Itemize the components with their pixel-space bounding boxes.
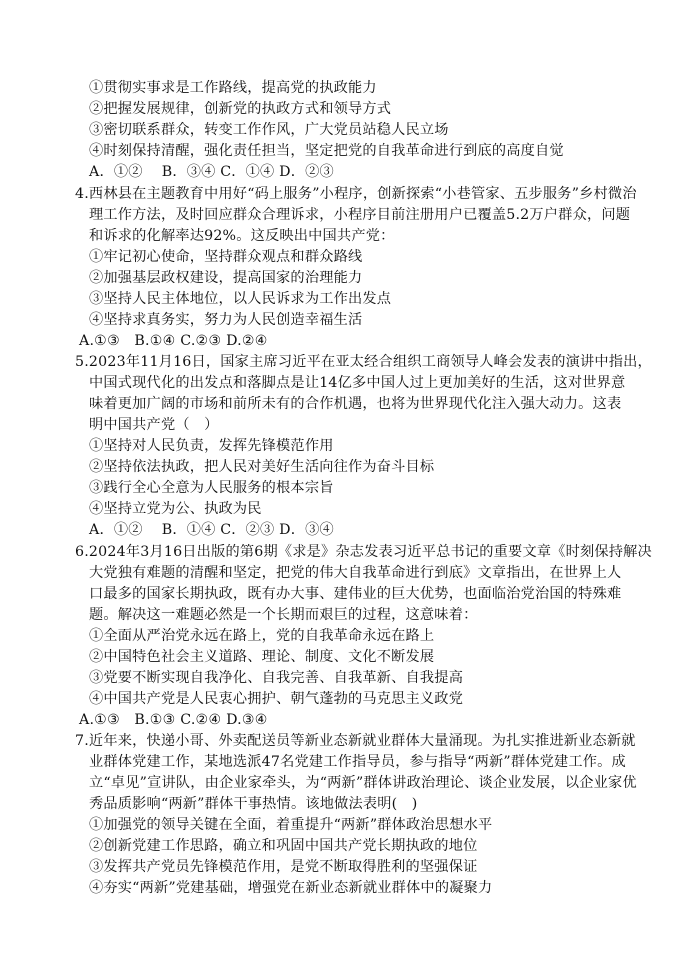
- prev-answer-choices: A．①② B．③④ C．①④ D．②③: [89, 164, 334, 180]
- q4-option-1: ①牢记初心使命，坚持群众观点和群众路线: [89, 249, 363, 265]
- q6-stem-line-4: 题。解决这一难题必然是一个长期而艰巨的过程，这意味着：: [89, 607, 478, 623]
- q5-stem-line-2: 中国式现代化的出发点和落脚点是让14亿多中国人过上更加美好的生活，这对世界意: [89, 375, 626, 391]
- q6-option-2: ②中国特色社会主义道路、理论、制度、文化不断发展: [89, 649, 435, 665]
- prev-option-1: ①贯彻实事求是工作路线，提高党的执政能力: [89, 80, 377, 96]
- q4-option-2: ②加强基层政权建设，提高国家的治理能力: [89, 270, 363, 286]
- q4-stem-line-1: 4.西林县在主题教育中用好“码上服务”小程序，创新探索“小巷管家、五步服务”乡村微治: [75, 186, 637, 202]
- q7-stem-line-4: 秀品质影响“两新”群体干事热情。该地做法表明( ): [89, 796, 418, 812]
- q4-answer-choices: A.①③ B.①④ C.②③ D.②④: [79, 333, 268, 349]
- q7-option-2: ②创新党建工作思路，确立和巩固中国共产党长期执政的地位: [89, 838, 478, 854]
- q7-stem-line-3: 立“卓见”宣讲队，由企业家牵头，为“两新”群体讲政治理论、谈企业发展，以企业家优: [89, 775, 637, 791]
- q5-option-3: ③践行全心全意为人民服务的根本宗旨: [89, 480, 334, 496]
- q5-stem-line-3: 味着更加广阔的市场和前所未有的合作机遇，也将为世界现代化注入强大动力。这表: [89, 396, 622, 412]
- q4-option-3: ③坚持人民主体地位，以人民诉求为工作出发点: [89, 291, 392, 307]
- q7-stem-line-2: 业群体党建工作，某地选派47名党建工作指导员，参与指导“两新”群体党建工作。成: [89, 754, 626, 770]
- q7-option-1: ①加强党的领导关键在全面，着重提升“两新”群体政治思想水平: [89, 817, 493, 833]
- q7-option-4: ④夯实“两新”党建基础，增强党在新业态新就业群体中的凝聚力: [89, 880, 493, 896]
- q6-option-1: ①全面从严治党永远在路上，党的自我革命永远在路上: [89, 628, 435, 644]
- q5-stem-line-4: 明中国共产党（ ）: [89, 417, 219, 433]
- q6-option-4: ④中国共产党是人民衷心拥护、朝气蓬勃的马克思主义政党: [89, 691, 464, 707]
- prev-option-3: ③密切联系群众，转变工作作风，广大党员站稳人民立场: [89, 122, 449, 138]
- q5-option-1: ①坚持对人民负责，发挥先锋模范作用: [89, 438, 334, 454]
- q6-stem-line-3: 口最多的国家长期执政，既有办大事、建伟业的巨大优势，也面临治党治国的特殊难: [89, 586, 622, 602]
- q5-option-2: ②坚持依法执政，把人民对美好生活向往作为奋斗目标: [89, 459, 435, 475]
- q6-stem-line-1: 6.2024年3月16日出版的第6期《求是》杂志发表习近平总书记的重要文章《时刻保持解决: [75, 544, 652, 560]
- q6-stem-line-2: 大党独有难题的清醒和坚定，把党的伟大自我革命进行到底》文章指出，在世界上人: [89, 565, 622, 581]
- q5-stem-line-1: 5.2023年11月16日，国家主席习近平在亚太经合组织工商领导人峰会发表的演讲中指出，: [75, 354, 652, 370]
- prev-option-2: ②把握发展规律，创新党的执政方式和领导方式: [89, 101, 392, 117]
- q5-answer-choices: A．①② B．①④ C．②③ D．③④: [89, 522, 334, 538]
- q7-stem-line-1: 7.近年来，快递小哥、外卖配送员等新业态新就业群体大量涌现。为扎实推进新业态新就: [75, 733, 636, 749]
- q4-stem-line-2: 理工作方法，及时回应群众合理诉求，小程序目前注册用户已覆盖5.2万户群众，问题: [89, 207, 631, 223]
- q6-option-3: ③党要不断实现自我净化、自我完善、自我革新、自我提高: [89, 670, 464, 686]
- q5-option-4: ④坚持立党为公、执政为民: [89, 501, 262, 517]
- q4-option-4: ④坚持求真务实，努力为人民创造幸福生活: [89, 312, 363, 328]
- q6-answer-choices: A.①③ B.①③ C.②④ D.③④: [79, 712, 268, 728]
- prev-option-4: ④时刻保持清醒，强化责任担当，坚定把党的自我革命进行到底的高度自觉: [89, 143, 564, 159]
- q7-option-3: ③发挥共产党员先锋模范作用，是党不断取得胜利的坚强保证: [89, 859, 478, 875]
- q4-stem-line-3: 和诉求的化解率达92%。这反映出中国共产党：: [89, 228, 395, 244]
